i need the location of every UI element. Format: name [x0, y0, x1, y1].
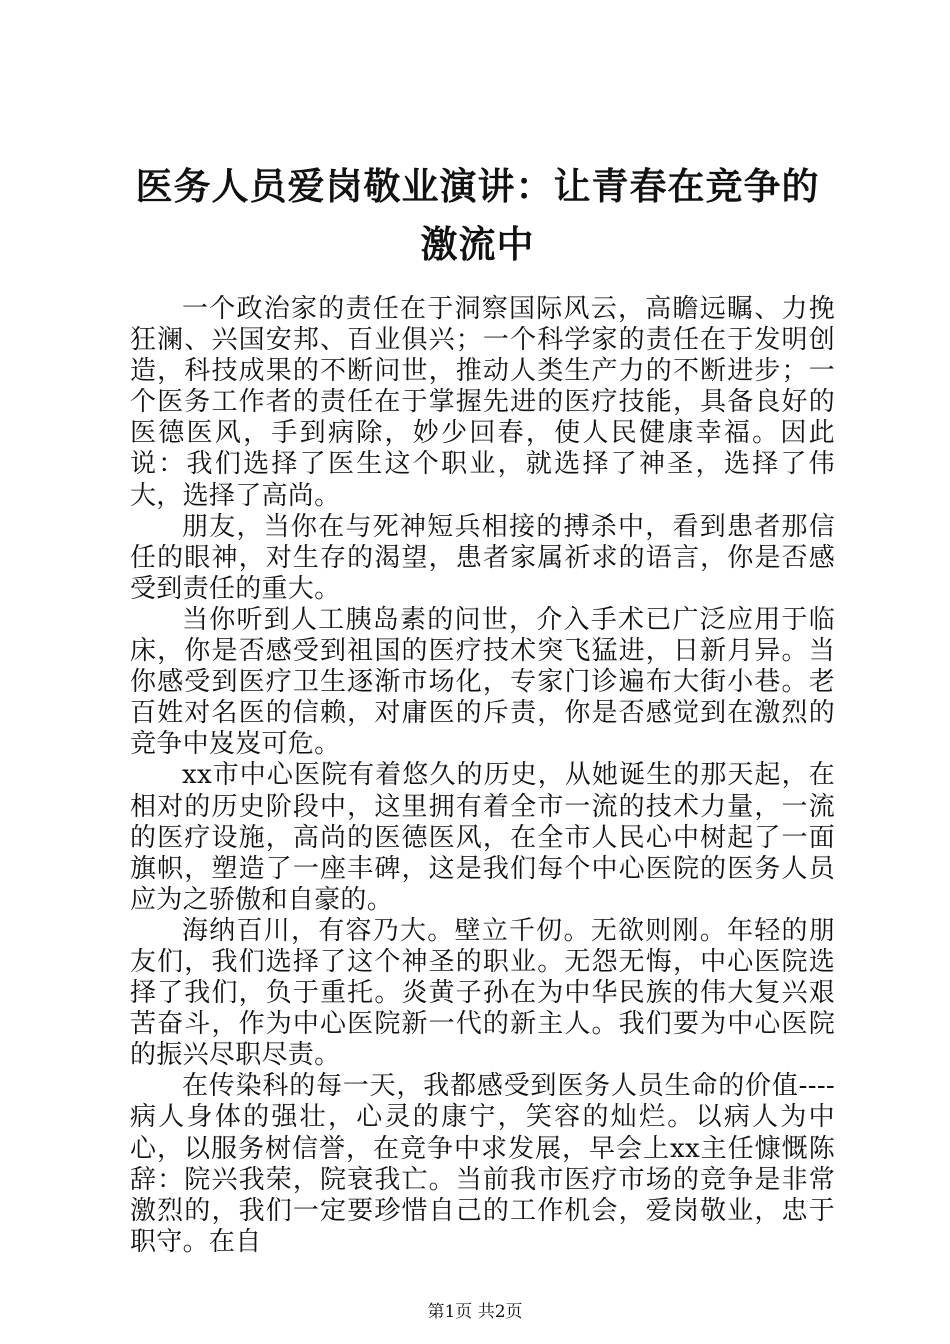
- paragraph: 当你听到人工胰岛素的问世，介入手术已广泛应用于临床，你是否感受到祖国的医疗技术突飞猛进，日新月异。当你感受到医疗卫生逐渐市场化，专家门诊遍布大街小巷。老百姓对名医的信赖，对庸医的斥责，你是否感觉到在激烈的竞争中岌岌可危。: [130, 604, 835, 760]
- paragraph: xx市中心医院有着悠久的历史，从她诞生的那天起，在相对的历史阶段中，这里拥有着全市一流的技术力量，一流的医疗设施，高尚的医德医风，在全市人民心中树起了一面旗帜，塑造了一座丰碑，这是我们每个中心医院的医务人员应为之骄傲和自豪的。: [130, 760, 835, 915]
- paragraph: 朋友，当你在与死神短兵相接的搏杀中，看到患者那信任的眼神，对生存的渴望，患者家属祈求的语言，你是否感受到责任的重大。: [130, 511, 835, 604]
- paragraph: 一个政治家的责任在于洞察国际风云，高瞻远瞩、力挽狂澜、兴国安邦、百业俱兴；一个科学家的责任在于发明创造，科技成果的不断问世，推动人类生产力的不断进步；一个医务工作者的责任在于掌握先进的医疗技能，具备良好的医德医风，手到病除，妙少回春，使人民健康幸福。因此说：我们选择了医生这个职业，就选择了神圣，选择了伟大，选择了高尚。: [130, 294, 835, 511]
- document-body: [130, 294, 835, 1258]
- paragraph: 在传染科的每一天，我都感受到医务人员生命的价值----病人身体的强壮，心灵的康宁，笑容的灿烂。以病人为中心，以服务树信誉，在竞争中求发展，早会上xx主任慷慨陈辞：院兴我荣，院衰我亡。当前我市医疗市场的竞争是非常激烈的，我们一定要珍惜自己的工作机会，爱岗敬业，忠于职守。在自: [130, 1071, 835, 1257]
- page-footer: 第1页 共2页: [427, 1302, 523, 1322]
- document-title: 医务人员爱岗敬业演讲：让青春在竞争的激流中: [135, 165, 820, 266]
- paragraph: 海纳百川，有容乃大。壁立千仞。无欲则刚。年轻的朋友们，我们选择了这个神圣的职业。无怨无悔，中心医院选择了我们，负于重托。炎黄子孙在为中华民族的伟大复兴艰苦奋斗，作为中心医院新一代的新主人。我们要为中心医院的振兴尽职尽责。: [130, 915, 835, 1071]
